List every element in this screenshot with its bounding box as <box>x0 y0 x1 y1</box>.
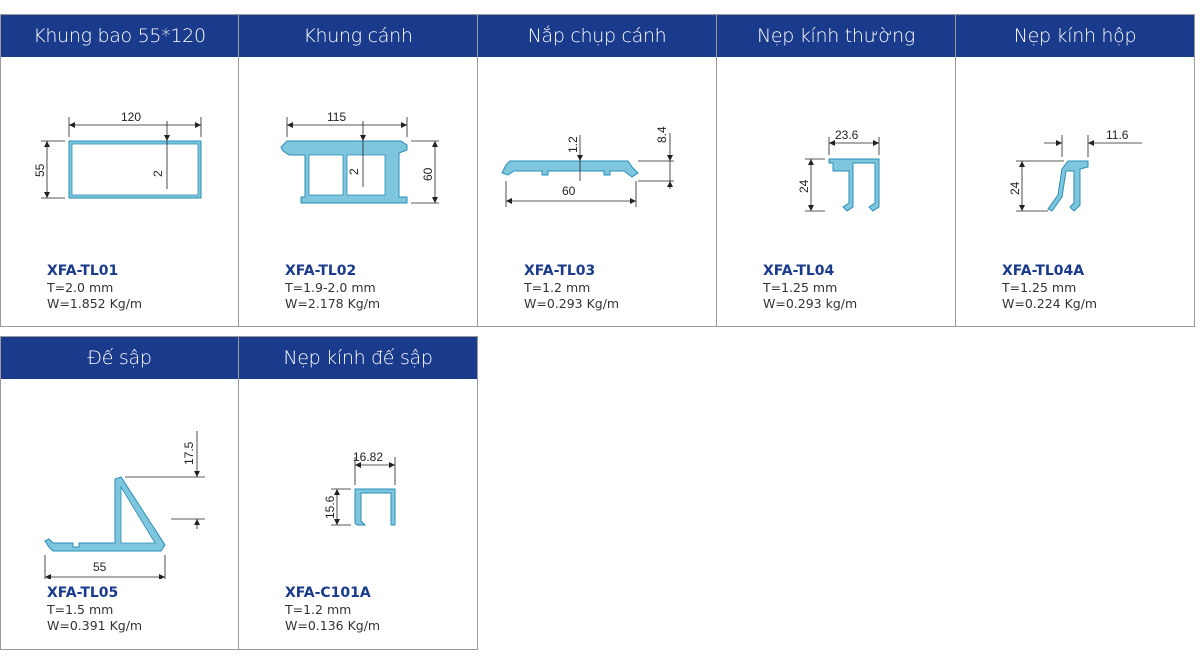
profile-weight: W=1.852 Kg/m <box>47 296 143 311</box>
profile-drawing <box>1 379 238 579</box>
dim-label: 60 <box>562 184 576 198</box>
profile-thickness: T=1.5 mm <box>47 602 114 617</box>
profile-weight: W=0.293 kg/m <box>763 296 858 311</box>
dim-label: 120 <box>121 110 142 124</box>
dim-label: 2 <box>151 170 165 177</box>
profile-code: XFA-C101A <box>285 585 371 601</box>
profile-thickness: T=2.0 mm <box>47 280 114 295</box>
profile-code: XFA-TL03 <box>524 263 596 279</box>
dim-label: 23.6 <box>835 128 859 142</box>
profile-weight: W=2.178 Kg/m <box>285 296 381 311</box>
profile-shape <box>1048 161 1088 211</box>
profile-card-tl03 <box>477 14 717 327</box>
dim-label: 17.5 <box>182 441 196 465</box>
profile-info <box>47 263 142 312</box>
profile-info <box>285 263 380 312</box>
dim-label: 24 <box>797 179 811 193</box>
dim-label: 1.2 <box>566 136 580 153</box>
profile-shape <box>829 159 879 211</box>
profile-shape <box>502 161 638 177</box>
dim-label: 2 <box>347 168 361 175</box>
profile-weight: W=0.136 Kg/m <box>285 618 381 633</box>
profile-info <box>47 585 142 634</box>
dim-label: 16.82 <box>353 450 384 464</box>
profile-thickness: T=1.2 mm <box>524 280 591 295</box>
profile-drawing <box>717 57 955 257</box>
profile-weight: W=0.293 Kg/m <box>524 296 620 311</box>
card-title: Nắp chụp cánh <box>478 15 716 57</box>
dim-label: 55 <box>33 163 47 177</box>
profile-card-tl02 <box>238 14 478 327</box>
profile-code: XFA-TL02 <box>285 263 357 279</box>
profile-weight: W=0.224 Kg/m <box>1002 296 1098 311</box>
dim-label: 15.6 <box>323 495 337 519</box>
profile-shape <box>355 489 395 525</box>
dim-label: 60 <box>421 167 435 181</box>
profile-thickness: T=1.25 mm <box>1002 280 1077 295</box>
dim-label: 55 <box>93 560 107 574</box>
profile-card-tl05 <box>0 336 239 650</box>
dim-label: 8.4 <box>655 126 669 143</box>
dim-label: 24 <box>1008 181 1022 195</box>
profile-drawing <box>478 57 716 257</box>
profile-code: XFA-TL04A <box>1002 263 1085 279</box>
dim-label: 115 <box>327 110 347 124</box>
card-title: Khung cánh <box>239 15 477 57</box>
profile-code: XFA-TL05 <box>47 585 119 601</box>
profile-card-c101a <box>238 336 478 650</box>
profile-info <box>1002 263 1097 312</box>
profile-thickness: T=1.9-2.0 mm <box>285 280 376 295</box>
dim-label: 11.6 <box>1106 128 1129 142</box>
card-title: Nẹp kính đế sập <box>239 337 477 379</box>
profile-thickness: T=1.25 mm <box>763 280 838 295</box>
profile-code: XFA-TL04 <box>763 263 835 279</box>
profile-card-tl01 <box>0 14 239 327</box>
profile-card-tl04 <box>716 14 956 327</box>
profile-weight: W=0.391 Kg/m <box>47 618 143 633</box>
profile-drawing <box>1 57 238 257</box>
profile-info <box>285 585 380 634</box>
profile-card-tl04a <box>955 14 1195 327</box>
profile-drawing <box>239 379 477 579</box>
profile-shape <box>281 141 407 203</box>
card-title: Khung bao 55*120 <box>1 15 238 57</box>
card-title: Nẹp kính hộp <box>956 15 1194 57</box>
profile-drawing <box>956 57 1194 257</box>
profile-info <box>763 263 857 312</box>
profile-thickness: T=1.2 mm <box>285 602 352 617</box>
profile-drawing <box>239 57 477 257</box>
profile-code: XFA-TL01 <box>47 263 119 279</box>
card-title: Nẹp kính thường <box>717 15 955 57</box>
card-title: Đế sập <box>1 337 238 379</box>
profile-info <box>524 263 619 312</box>
